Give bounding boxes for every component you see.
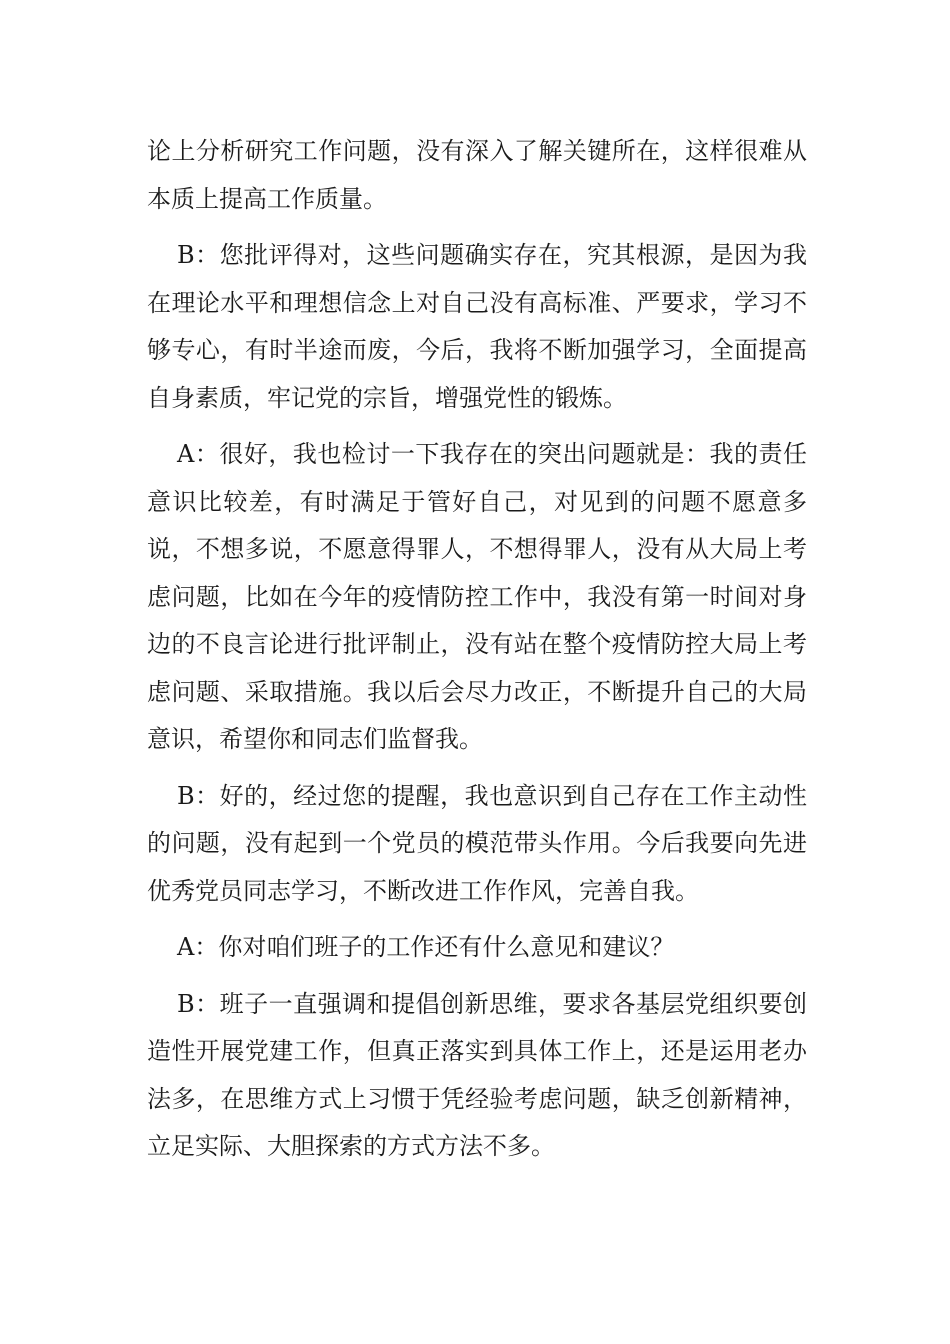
paragraph-b-reply-2: B：好的，经过您的提醒，我也意识到自己存在工作主动性的问题，没有起到一个党员的模范带头作用。今后我要向先进优秀党员同志学习，不断改进工作作风，完善自我。 bbox=[147, 781, 807, 905]
paragraph-a-self-review: A：很好，我也检讨一下我存在的突出问题就是：我的责任意识比较差，有时满足于管好自己，对见到的问题不愿意多说，不想多说，不愿意得罪人，不想得罪人，没有从大局上考虑问题，比如在今年的疫情防控工作中，我没有第一时间对身边的不良言论进行批评制止，没有站在整个疫情防控大局上考虑问题、采取措施。我以后会尽力改正，不断提升自己的大局意识，希望你和同志们监督我。 bbox=[147, 440, 807, 753]
document-body bbox=[147, 128, 807, 1180]
paragraph-b-suggestion: B：班子一直强调和提倡创新思维，要求各基层党组织要创造性开展党建工作，但真正落实到具体工作上，还是运用老办法多，在思维方式上习惯于凭经验考虑问题，缺乏创新精神，立足实际、大胆探索的方式方法不多。 bbox=[147, 989, 807, 1160]
paragraph-continuation: 论上分析研究工作问题，没有深入了解关键所在，这样很难从本质上提高工作质量。 bbox=[147, 137, 807, 213]
paragraph-a-question: A：你对咱们班子的工作还有什么意见和建议？ bbox=[177, 933, 675, 961]
paragraph-b-reply-1: B：您批评得对，这些问题确实存在，究其根源，是因为我在理论水平和理想信念上对自己没有高标准、严要求，学习不够专心，有时半途而废，今后，我将不断加强学习，全面提高自身素质，牢记党的宗旨，增强党性的锻炼。 bbox=[147, 241, 807, 412]
